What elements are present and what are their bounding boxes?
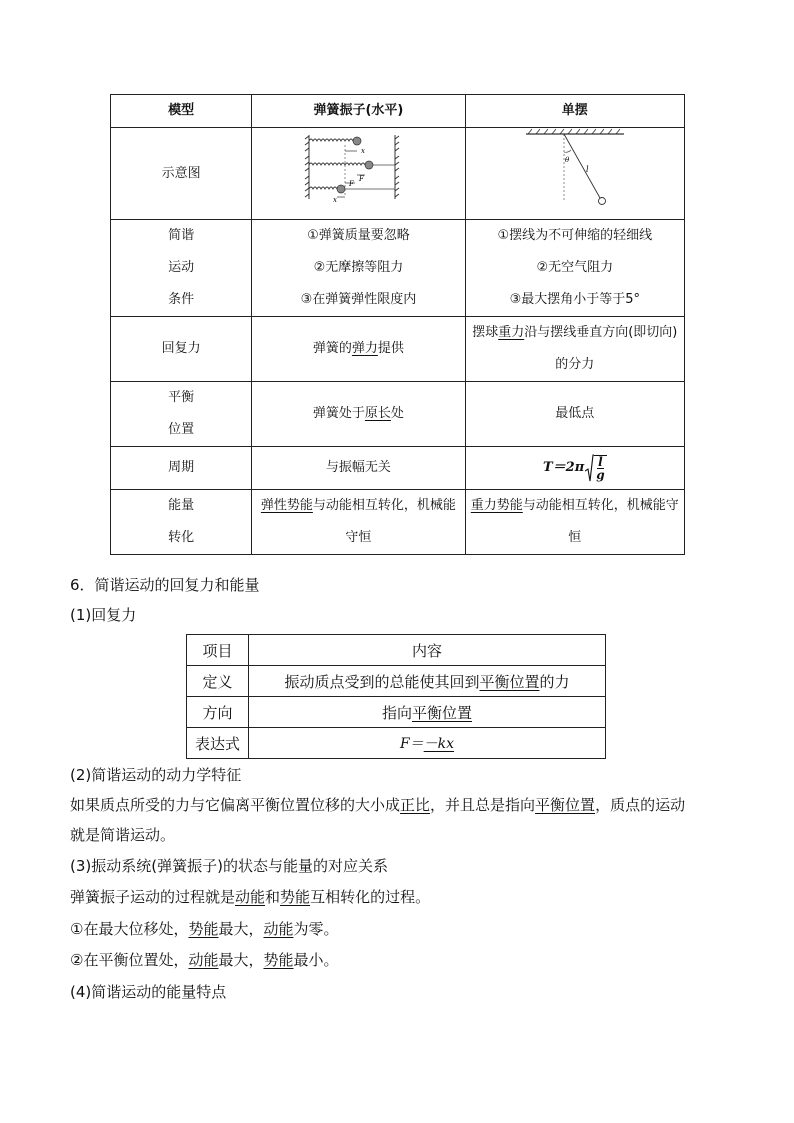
underlined-answer: 正比	[400, 796, 431, 814]
formula-denominator: g	[596, 467, 605, 482]
subsection-energy-relation: (3)振动系统(弹簧振子)的状态与能量的对应关系	[70, 857, 388, 875]
text-segment: 摆球	[472, 325, 499, 340]
spring-label-x-bottom: x	[333, 196, 338, 203]
table-row	[187, 697, 606, 728]
rf-definition	[249, 666, 606, 697]
paragraph-dynamics-line2: 就是简谐运动。	[70, 826, 176, 844]
text-segment: 如果质点所受的力与它偏离平衡位置位移的大小成	[70, 796, 401, 814]
subsection-energy-features: (4)简谐运动的能量特点	[70, 983, 227, 1001]
spring-oscillator-diagram	[303, 131, 413, 203]
pendulum-label-theta: θ	[564, 156, 570, 164]
label-line: 运动	[168, 260, 195, 275]
paragraph-dynamics-line1	[70, 794, 685, 816]
text-segment: ，并且总是指向	[430, 796, 536, 814]
sqrt-sign-icon	[585, 454, 594, 482]
rf-label-expression: 表达式	[187, 728, 249, 759]
subsection-restoring-force: (1)回复力	[70, 606, 137, 624]
spring-conditions	[252, 220, 465, 317]
spring-label-f-bottom: F	[349, 180, 355, 188]
text-segment: 最小。	[293, 951, 339, 969]
label-line: 位置	[168, 422, 195, 437]
label-line: 条件	[168, 292, 195, 307]
table-row-equilibrium	[111, 382, 685, 447]
text-segment: 最大，	[218, 920, 264, 938]
rf-expression	[249, 728, 606, 759]
underlined-answer: 势能	[263, 951, 294, 969]
rf-direction	[249, 697, 606, 728]
pendulum-diagram-cell	[465, 128, 684, 220]
underlined-answer: 弹力	[351, 341, 378, 356]
text-segment: 弹簧处于	[312, 406, 365, 421]
underlined-answer: 平衡位置	[412, 703, 473, 722]
table-header-row	[111, 95, 685, 128]
underlined-answer: 动能	[235, 888, 266, 906]
row-label-period: 周期	[111, 447, 252, 490]
label-line: 平衡	[168, 390, 195, 405]
label-line: 能量	[168, 498, 195, 513]
underlined-answer: 势能	[280, 888, 311, 906]
underlined-answer: 重力	[498, 325, 525, 340]
header-pendulum: 单摆	[465, 95, 684, 128]
text-segment: ①在最大位移处，	[70, 920, 189, 938]
condition-item: ②无空气阻力	[536, 260, 614, 275]
table-row	[187, 728, 606, 759]
condition-item: ③最大摆角小于等于5°	[509, 292, 641, 307]
condition-item: ①弹簧质量要忽略	[307, 228, 410, 243]
text-segment: 互相转化的过程。	[310, 888, 431, 906]
row-label-restoring-force: 回复力	[111, 317, 252, 382]
underlined-answer: 势能	[188, 920, 219, 938]
spring-diagram-cell	[252, 128, 465, 220]
table-row-restoring-force	[111, 317, 685, 382]
underlined-answer: 原长	[364, 406, 391, 421]
paragraph-equilibrium	[70, 949, 339, 971]
text-segment: F＝	[399, 736, 424, 752]
spring-label-x-top: x	[361, 147, 366, 155]
underlined-answer: －kx	[423, 736, 455, 752]
spring-equilibrium	[252, 382, 465, 447]
text-segment: 指向	[381, 703, 412, 722]
table-row-energy	[111, 490, 685, 555]
paragraph-max-displacement	[70, 918, 339, 940]
underlined-answer: 弹性势能	[260, 498, 313, 513]
table-row-period	[111, 447, 685, 490]
underlined-answer: 平衡位置	[479, 672, 540, 691]
simple-pendulum-diagram	[520, 128, 630, 206]
rf-label-definition: 定义	[187, 666, 249, 697]
text-segment: 的力	[539, 672, 570, 691]
table-row-diagram	[111, 128, 685, 220]
pendulum-conditions	[465, 220, 684, 317]
pendulum-label-l: l	[585, 165, 589, 174]
header-spring-oscillator: 弹簧振子(水平)	[252, 95, 465, 128]
header-model: 模型	[111, 95, 252, 128]
spring-restoring-force	[252, 317, 465, 382]
table-row	[187, 666, 606, 697]
underlined-answer: 重力势能	[470, 498, 523, 513]
section-title: 6．简谐运动的回复力和能量	[70, 576, 260, 594]
text-segment: 弹簧振子运动的过程就是	[70, 888, 236, 906]
paragraph-energy-conversion	[70, 886, 430, 908]
label-line: 简谐	[168, 228, 195, 243]
table-row-conditions	[111, 220, 685, 317]
row-label-conditions	[111, 220, 252, 317]
pendulum-restoring-force	[465, 317, 684, 382]
spring-period: 与振幅无关	[252, 447, 465, 490]
underlined-answer: 动能	[263, 920, 294, 938]
pendulum-equilibrium: 最低点	[465, 382, 684, 447]
model-comparison-table	[110, 94, 685, 555]
spring-energy	[252, 490, 465, 555]
text-segment: ②在平衡位置处，	[70, 951, 189, 969]
text-segment: ，质点的运动	[595, 796, 686, 814]
text-segment: 为零。	[293, 920, 339, 938]
underlined-answer: 平衡位置	[535, 796, 596, 814]
text-segment: 处	[390, 406, 404, 421]
text-segment: 振动质点受到的总能使其回到	[284, 672, 480, 691]
condition-item: ②无摩擦等阻力	[313, 260, 404, 275]
subsection-dynamics: (2)简谐运动的动力学特征	[70, 766, 242, 784]
rf-header-content: 内容	[249, 635, 606, 666]
text-segment: 和	[265, 888, 281, 906]
row-label-diagram: 示意图	[111, 128, 252, 220]
text-segment: 提供	[377, 341, 404, 356]
pendulum-period-formula	[465, 447, 684, 490]
row-label-energy	[111, 490, 252, 555]
formula-numerator: l	[598, 454, 603, 469]
condition-item: ①摆线为不可伸缩的轻细线	[497, 228, 653, 243]
rf-label-direction: 方向	[187, 697, 249, 728]
table-row	[187, 635, 606, 666]
row-label-equilibrium	[111, 382, 252, 447]
spring-label-f-mid: F	[359, 175, 365, 183]
text-segment: 最大，	[218, 951, 264, 969]
restoring-force-table	[186, 634, 606, 759]
text-segment: 弹簧的	[312, 341, 352, 356]
text-segment: 沿与摆线垂直方向(即切向)的分力	[524, 325, 678, 372]
pendulum-energy	[465, 490, 684, 555]
underlined-answer: 动能	[188, 951, 219, 969]
text-segment: 与动能相互转化，机械能守恒	[312, 498, 456, 545]
text-segment: 与动能相互转化，机械能守恒	[522, 498, 679, 545]
condition-item: ③在弹簧弹性限度内	[300, 292, 417, 307]
label-line: 转化	[168, 530, 195, 545]
formula-t-equals: T＝2π	[542, 460, 585, 475]
rf-header-item: 项目	[187, 635, 249, 666]
